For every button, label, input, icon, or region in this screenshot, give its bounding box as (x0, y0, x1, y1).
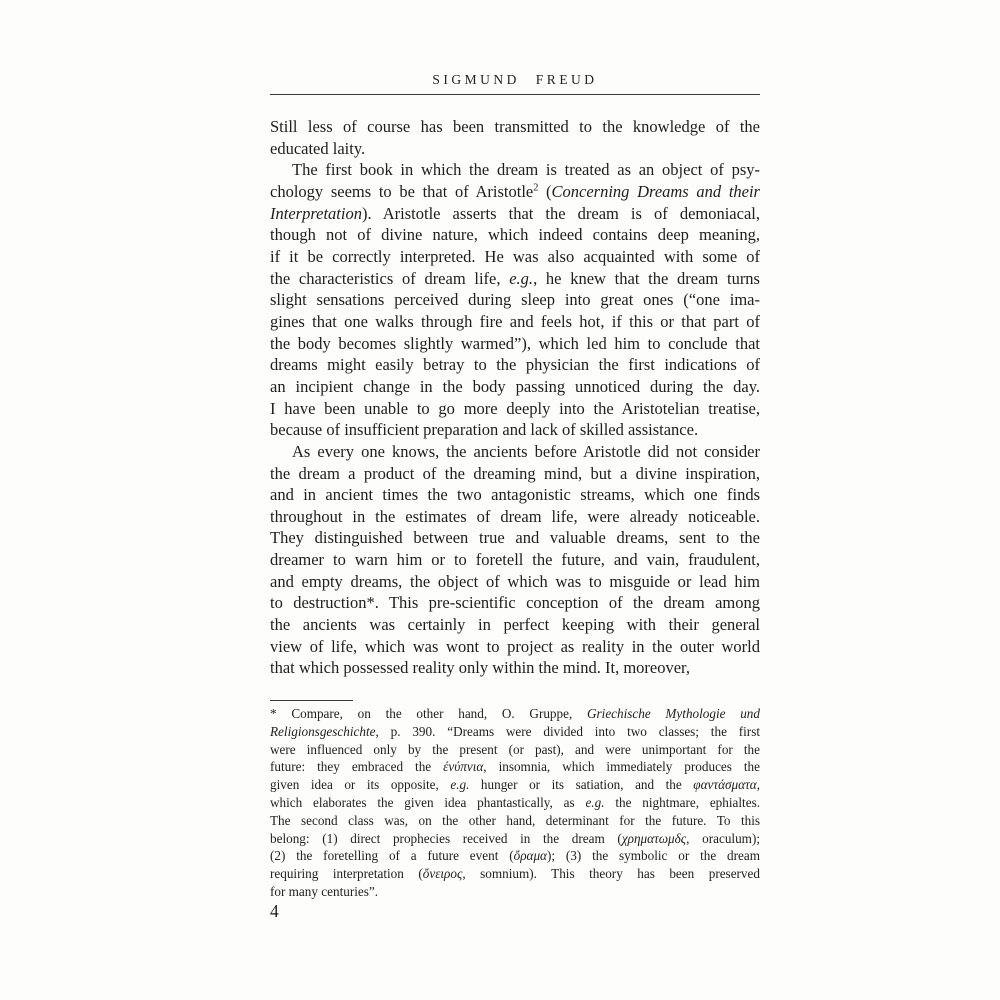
body-text (270, 116, 760, 679)
text-line: an incipient change in the body passing unnoticed during the day. (270, 376, 760, 396)
text-line: (2) the foretelling of a future event (ὄραμα); (3) the symbolic or the dream (270, 848, 760, 864)
text-line: dreamer to warn him or to foretell the future, and vain, fraudulent, (270, 550, 760, 570)
text-line: Interpretation). Aristotle asserts that the dream is of demoniacal, (270, 203, 760, 223)
page-number: 4 (270, 901, 279, 921)
text-line: * Compare, on the other hand, O. Gruppe, Griechische Mythologie und (270, 706, 760, 721)
text-line: belong: (1) direct prophecies received in the dream (χρηματωμδς, oraculum); (270, 830, 760, 846)
text-line: educated laity. (270, 138, 366, 158)
text-line: the ancients was certainly in perfect keeping with their general (270, 615, 760, 635)
text-line: and in ancient times the two antagonistic streams, which one finds (270, 485, 760, 505)
text-line: if it be correctly interpreted. He was also acquainted with some of (270, 246, 760, 266)
text-line: view of life, which was wont to project as reality in the outer world (270, 636, 760, 656)
text-line: dreams might easily betray to the physician the first indications of (270, 355, 760, 375)
text-line: The second class was, on the other hand, determinant for the future. To this (270, 812, 760, 828)
text-line: gines that one walks through fire and feels hot, if this or that part of (270, 311, 760, 331)
text-line: for many centuries”. (270, 883, 379, 899)
header-rule (270, 94, 760, 95)
text-line: and empty dreams, the object of which was to misguide or lead him (270, 571, 760, 591)
text-line: Religionsgeschichte, p. 390. “Dreams were divided into two classes; the first (270, 723, 760, 739)
text-line: though not of divine nature, which indeed contains deep meaning, (270, 225, 760, 245)
running-head: SIGMUND FREUD (432, 72, 598, 87)
footnote-rule (270, 700, 353, 701)
text-line: throughout in the estimates of dream life, were already noticeable. (270, 506, 760, 526)
text-line: Still less of course has been transmitted to the knowledge of the (270, 117, 760, 136)
text-line: They distinguished between true and valuable dreams, sent to the (270, 528, 760, 548)
text-line: The first book in which the dream is treated as an object of psy- (292, 160, 760, 180)
text-line: future: they embraced the ένύπνια, insomnia, which immediately produces the (270, 759, 761, 775)
text-line: requiring interpretation (ὄνειρος, somnium). This theory has been preserved (270, 866, 760, 882)
text-line: given idea or its opposite, e.g. hunger or its satiation, and the φαντάσματα, (270, 777, 760, 793)
text-line: I have been unable to go more deeply into the Aristotelian treatise, (270, 398, 760, 418)
text-line: to destruction*. This pre-scientific conception of the dream among (270, 593, 760, 613)
text-line: were influenced only by the present (or past), and were unimportant for the (270, 741, 760, 757)
footnote-text (270, 705, 760, 901)
text-line: because of insufficient preparation and lack of skilled assistance. (270, 420, 699, 440)
text-line: that which possessed reality only within the mind. It, moreover, (270, 658, 691, 678)
text-line: the dream a product of the dreaming mind, but a divine inspiration, (270, 463, 760, 483)
text-line: the characteristics of dream life, e.g., he knew that the dream turns (270, 268, 760, 288)
text-line: As every one knows, the ancients before Aristotle did not consider (292, 441, 760, 461)
text-line: the body becomes slightly warmed”), which led him to conclude that (270, 333, 760, 353)
text-line: chology seems to be that of Aristotle$^2$ (Concerning Dreams and their (270, 181, 760, 201)
text-line: which elaborates the given idea phantastically, as e.g. the nightmare, ephialtes. (270, 794, 760, 810)
text-line: slight sensations perceived during sleep into great ones (“one ima- (270, 290, 760, 310)
